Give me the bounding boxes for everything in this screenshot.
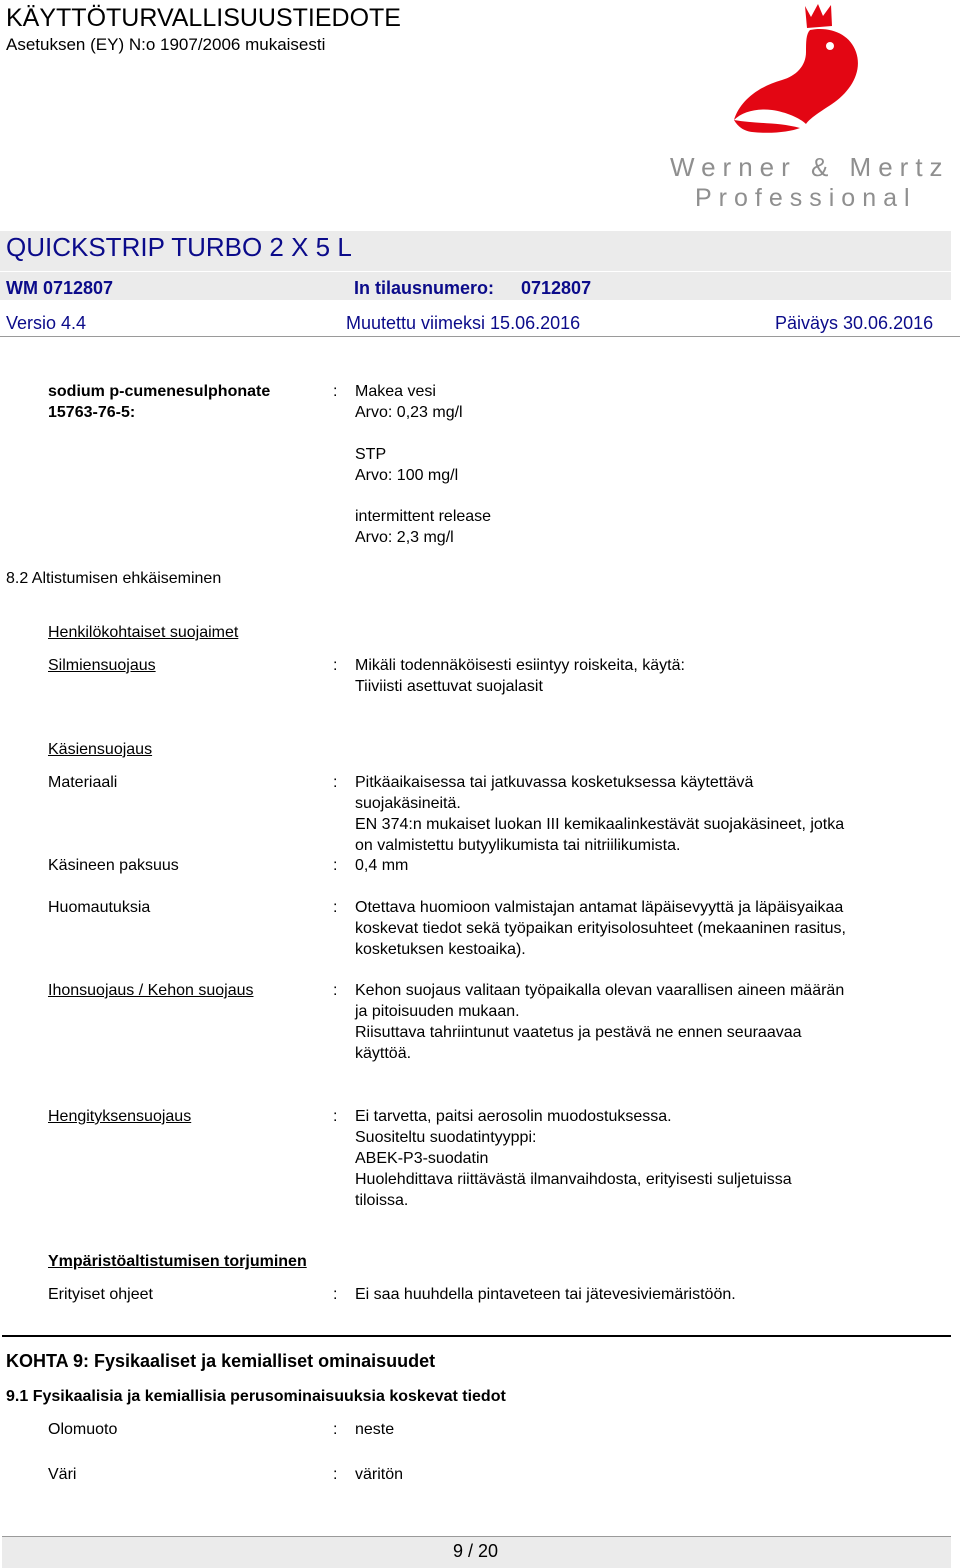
section-8-2-title: 8.2 Altistumisen ehkäiseminen (6, 570, 222, 587)
appearance-value: neste (355, 1421, 395, 1438)
colon: : (333, 1466, 338, 1483)
order-number: 0712807 (521, 278, 592, 298)
colon: : (333, 774, 338, 791)
pnec-value: Arvo: 2,3 mg/l (355, 529, 454, 546)
substance-name: sodium p-cumenesulphonate (48, 383, 271, 400)
respiratory-protection-text: ABEK-P3-suodatin (355, 1150, 489, 1167)
version: Versio 4.4 (6, 313, 87, 333)
regulation-subtitle: Asetuksen (EY) N:o 1907/2006 mukaisesti (6, 35, 326, 54)
colon: : (333, 383, 338, 400)
hand-protection-title: Käsiensuojaus (48, 741, 153, 758)
material-label: Materiaali (48, 774, 118, 791)
colon: : (333, 1108, 338, 1125)
eye-protection-label: Silmiensuojaus (48, 657, 156, 674)
respiratory-protection-label: Hengityksensuojaus (48, 1108, 192, 1125)
pnec-medium: intermittent release (355, 508, 492, 525)
notes-text: koskevat tiedot sekä työpaikan erityisolosuhteet (mekaaninen rasitus, (355, 920, 846, 937)
eye-protection-text: Mikäli todennäköisesti esiintyy roiskeita, käytä: (355, 657, 685, 674)
colon: : (333, 657, 338, 674)
environmental-exposure-title: Ympäristöaltistumisen torjuminen (48, 1253, 307, 1270)
header-divider (0, 336, 960, 337)
skin-protection-text: ja pitoisuuden mukaan. (355, 1003, 520, 1020)
colon: : (333, 1421, 338, 1438)
colon: : (333, 982, 338, 999)
section-9-title: KOHTA 9: Fysikaaliset ja kemialliset ominaisuudet (6, 1351, 436, 1371)
order-label: In tilausnumero: (354, 278, 495, 298)
respiratory-protection-text: tiloissa. (355, 1192, 409, 1209)
pnec-value: Arvo: 0,23 mg/l (355, 404, 463, 421)
skin-protection-text: Riisuttava tahriintunut vaatetus ja pestävä ne ennen seuraavaa (355, 1024, 802, 1041)
notes-text: Otettava huomioon valmistajan antamat läpäisevyyttä ja läpäisyaikaa (355, 899, 844, 916)
color-label: Väri (48, 1466, 77, 1483)
substance-cas: 15763-76-5: (48, 404, 136, 421)
logo-wordmark-line1: Werner & Mertz (670, 152, 950, 182)
skin-protection-text: käyttöä. (355, 1045, 412, 1062)
colon: : (333, 857, 338, 874)
special-instructions-label: Erityiset ohjeet (48, 1286, 153, 1303)
section-divider (2, 1335, 951, 1337)
glove-thickness-value: 0,4 mm (355, 857, 409, 874)
material-text: Pitkäaikaisessa tai jatkuvassa kosketuksessa käytettävä (355, 774, 754, 791)
material-text: on valmistettu butyylikumista tai nitriilikumista. (355, 837, 681, 854)
colon: : (333, 899, 338, 916)
material-text: suojakäsineitä. (355, 795, 461, 812)
skin-protection-text: Kehon suojaus valitaan työpaikalla olevan vaarallisen aineen määrän (355, 982, 845, 999)
respiratory-protection-text: Ei tarvetta, paitsi aerosolin muodostuksessa. (355, 1108, 672, 1125)
skin-protection-label: Ihonsuojaus / Kehon suojaus (48, 982, 254, 999)
pnec-medium: Makea vesi (355, 383, 436, 400)
notes-text: kosketuksen kestoaika). (355, 941, 526, 958)
wm-code: WM 0712807 (6, 278, 114, 298)
appearance-label: Olomuoto (48, 1421, 118, 1438)
colon: : (333, 1286, 338, 1303)
logo-wordmark-line2: Professional (695, 184, 917, 212)
notes-label: Huomautuksia (48, 899, 151, 916)
issue-date: Päiväys 30.06.2016 (775, 313, 934, 333)
pnec-value: Arvo: 100 mg/l (355, 467, 459, 484)
document-title: KÄYTTÖTURVALLISUUSTIEDOTE (6, 4, 401, 32)
respiratory-protection-text: Huolehdittava riittävästä ilmanvaihdosta, erityisesti suljetuissa (355, 1171, 792, 1188)
glove-thickness-label: Käsineen paksuus (48, 857, 179, 874)
ppe-title: Henkilökohtaiset suojaimet (48, 624, 239, 641)
color-value: väritön (355, 1466, 404, 1483)
eye-protection-text: Tiiviisti asettuvat suojalasit (355, 678, 543, 695)
page-number: 9 / 20 (452, 1541, 499, 1561)
respiratory-protection-text: Suositeltu suodatintyyppi: (355, 1129, 537, 1146)
product-name: QUICKSTRIP TURBO 2 X 5 L (6, 232, 352, 262)
pnec-medium: STP (355, 446, 387, 463)
special-instructions-text: Ei saa huuhdella pintaveteen tai jätevesiviemäristöön. (355, 1286, 736, 1303)
modified-date: Muutettu viimeksi 15.06.2016 (346, 313, 581, 333)
section-9-1-title: 9.1 Fysikaalisia ja kemiallisia perusominaisuuksia koskevat tiedot (6, 1388, 506, 1405)
material-text: EN 374:n mukaiset luokan III kemikaalinkestävät suojakäsineet, jotka (355, 816, 845, 833)
